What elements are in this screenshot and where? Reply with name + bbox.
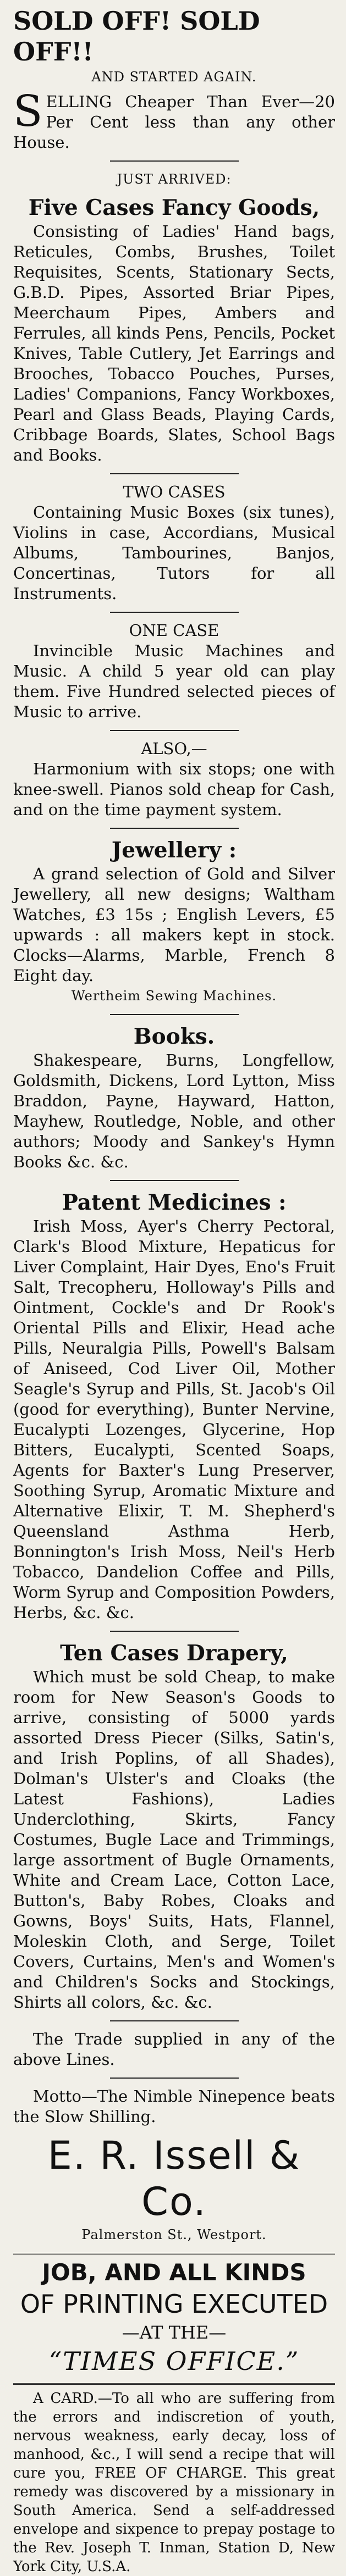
selling-text: ELLING Cheaper Than Ever—20 Per Cent less than any other House.: [13, 92, 335, 152]
divider: [110, 160, 239, 162]
fancy-goods-heading: Five Cases Fancy Goods,: [28, 195, 320, 220]
printing-line-3: —AT THE—: [122, 2322, 227, 2343]
divider: [110, 1180, 239, 1181]
section-rule: [13, 2383, 335, 2385]
divider: [110, 2020, 239, 2021]
divider: [110, 1631, 239, 1632]
section-rule: [13, 2253, 335, 2254]
divider: [110, 828, 239, 829]
divider: [110, 473, 239, 474]
company-name: E. R. Issell & Co.: [47, 2133, 301, 2224]
printing-line-1: JOB, AND ALL KINDS: [42, 2259, 306, 2286]
drapery-body: Which must be sold Cheap, to make room for New Season's Goods to arrive, consisting of 5000 yards assorted Dress Piecer (Silks, Satin's, and Irish Poplins, of all Shades), Dolman's Ulster's and Cloaks (the Latest Fashions), Ladies Underclothing, Skirts, Fancy Costumes, Bugle Lace and Trimmings, large assortment of Bugle Ornaments, White and Cream Lace, Cotton Lace, Button's, Baby Robes, Cloaks and Gowns, Boys' Suits, Hats, Flannel, Moleskin Cloth, and Serge, Toilet Covers, Curtains, Men's and Women's and Children's Socks and Stockings, Shirts all colors, &c. &c.: [13, 1668, 335, 2012]
started-again: AND STARTED AGAIN.: [91, 69, 257, 85]
just-arrived: JUST ARRIVED:: [117, 171, 232, 187]
divider: [110, 612, 239, 613]
divider: [110, 730, 239, 731]
printing-line-4: “TIMES OFFICE.”: [48, 2346, 300, 2376]
patent-medicines-body: Irish Moss, Ayer's Cherry Pectoral, Clark's Blood Mixture, Hepaticus for Liver Complaint, Hair Dyes, Eno's Fruit Salt, Trecopheru, Holloway's Pills and Ointment, Cockle's and Dr Rook's Oriental Pills and Elixir, Head ache Pills, Neuralgia Pills, Powell's Balsam of Aniseed, Cod Liver Oil, Mother Seagle's Syrup and Pills, St. Jacob's Oil (good for everything), Bunter Nervine, Eucalypti Lozenges, Glycerine, Hop Bitters, Eucalypti, Scented Soaps, Agents for Baxter's Lung Preserver, Soothing Syrup, Aromatic Mixture and Alternative Elixir, T. M. Shepherd's Queensland Asthma Herb, Bonnington's Irish Moss, Neil's Herb Tobacco, Dandelion Coffee and Pills, Worm Syrup and Composition Powders, Herbs, &c. &c.: [13, 1217, 335, 1622]
sewing-machines: Wertheim Sewing Machines.: [71, 988, 277, 1004]
jewellery-heading: Jewellery :: [111, 838, 237, 863]
headline: SOLD OFF! SOLD OFF!!: [13, 6, 260, 67]
books-heading: Books.: [133, 1024, 215, 1049]
drapery-heading: Ten Cases Drapery,: [60, 1641, 288, 1666]
books-body: Shakespeare, Burns, Longfellow, Goldsmith, Dickens, Lord Lytton, Miss Braddon, Payne, Hayward, Hatton, Mayhew, Routledge, Noble, and other authors; Moody and Sankey's Hymn Books &c. &c.: [13, 1051, 335, 1171]
jewellery-body: A grand selection of Gold and Silver Jewellery, all new designs; Waltham Watches, £3 15s ; English Levers, £5 upwards : all makers kept in stock. Clocks—Alarms, Marble, French 8 Eight day.: [13, 865, 335, 985]
drop-cap: S: [13, 87, 43, 136]
company-address: Palmerston St., Westport.: [81, 2227, 267, 2242]
also-heading: ALSO,—: [141, 739, 207, 758]
card-notice: A CARD.—To all who are suffering from the errors and indiscretion of youth, nervous weakness, early decay, loss of manhood, &c., I will send a recipe that will cure you, FREE OF CHARGE. This great remedy was discovered by a missionary in South America. Send a self-addressed envelope and sixpence to prepay postage to the Rev. Joseph T. Inman, Station D, New York City, U.S.A.: [13, 2390, 335, 2575]
two-cases-heading: TWO CASES: [123, 483, 226, 501]
printing-line-2: OF PRINTING EXECUTED: [20, 2289, 328, 2319]
divider: [110, 2078, 239, 2079]
motto: Motto—The Nimble Ninepence beats the Slow Shilling.: [13, 2087, 335, 2126]
selling-paragraph: [13, 87, 335, 153]
fancy-goods-body: Consisting of Ladies' Hand bags, Reticules, Combs, Brushes, Toilet Requisites, Scents, Stationary Sects, G.B.D. Pipes, Assorted Briar Pipes, Meerchaum Pipes, Ambers and Ferrules, all kinds Pens, Pencils, Pocket Knives, Table Cutlery, Jet Earrings and Brooches, Tobacco Pouches, Purses, Ladies' Companions, Fancy Workboxes, Pearl and Glass Beads, Playing Cards, Cribbage Boards, Slates, School Bags and Books.: [13, 222, 335, 464]
divider: [110, 1014, 239, 1015]
two-cases-body: Containing Music Boxes (six tunes), Violins in case, Accordians, Musical Albums, Tambourines, Banjos, Concertinas, Tutors for all Instruments.: [13, 503, 335, 603]
one-case-body: Invincible Music Machines and Music. A child 5 year old can play them. Five Hundred selected pieces of Music to arrive.: [13, 641, 335, 721]
patent-medicines-heading: Patent Medicines :: [62, 1190, 287, 1215]
also-body: Harmonium with six stops; one with knee-swell. Pianos sold cheap for Cash, and on the time payment system.: [13, 760, 335, 819]
trade-supplied: The Trade supplied in any of the above Lines.: [13, 2030, 335, 2069]
one-case-heading: ONE CASE: [129, 621, 219, 640]
